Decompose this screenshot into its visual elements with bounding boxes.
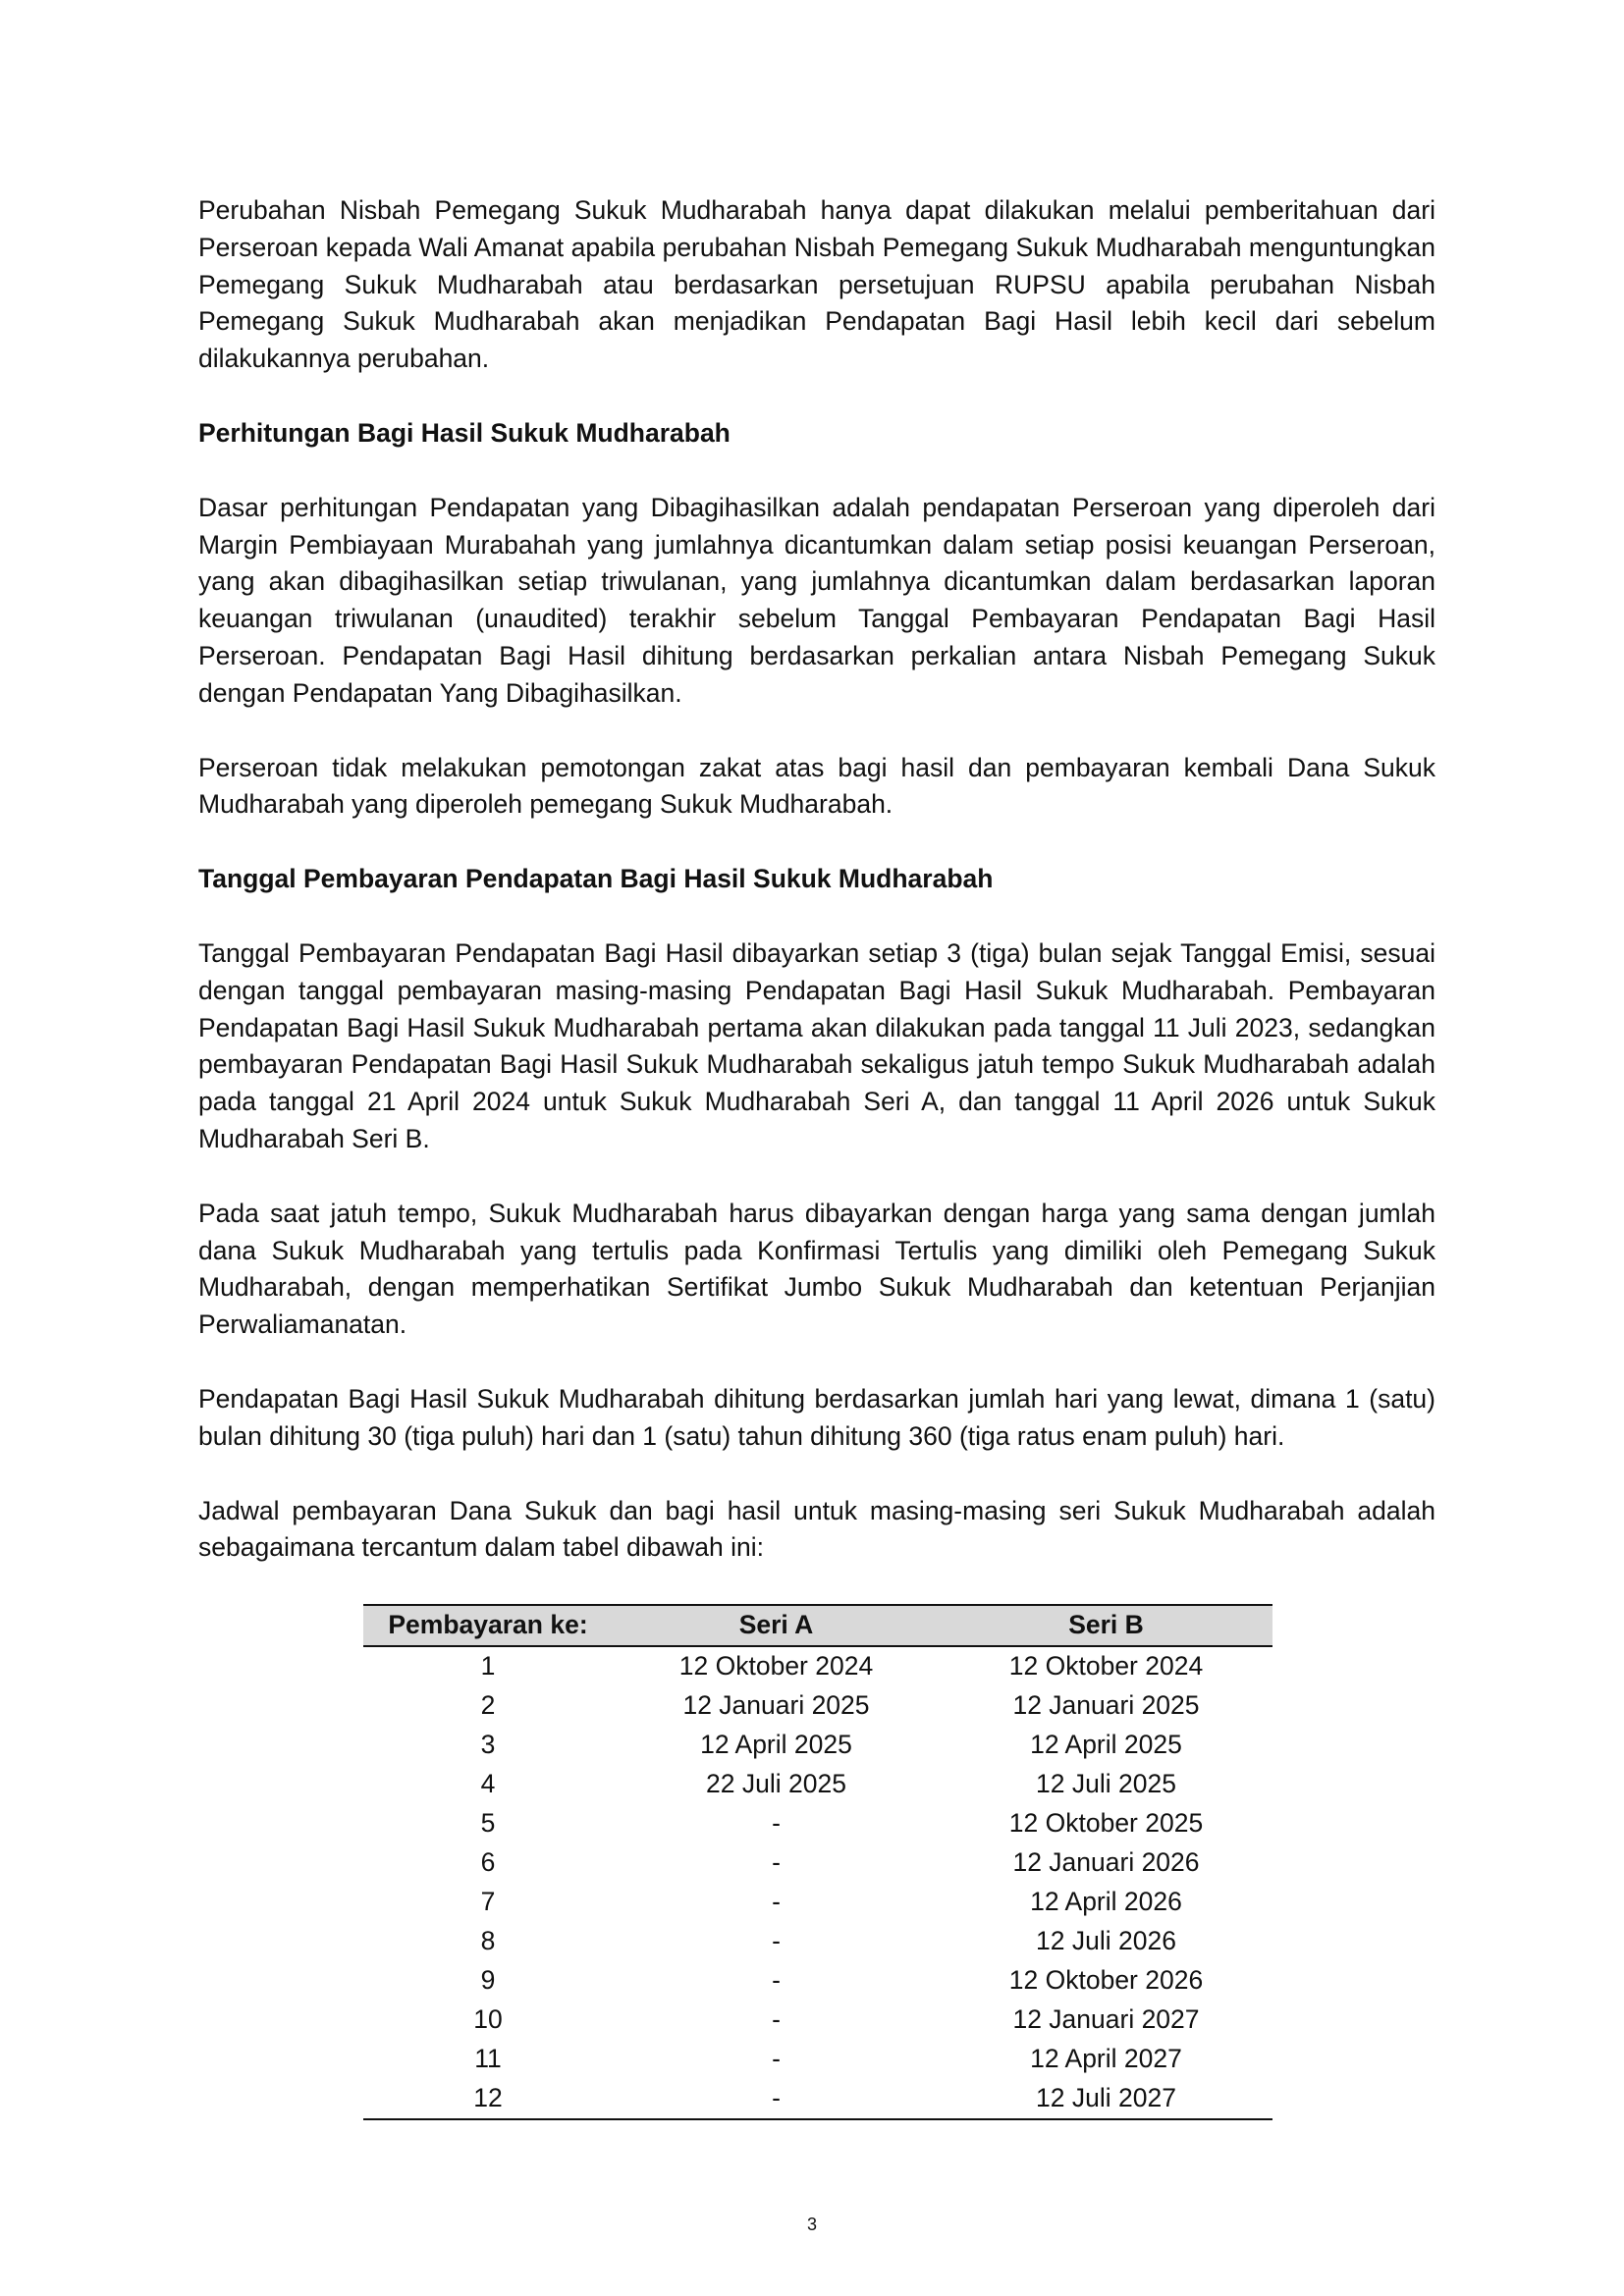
cell-pembayaran-ke: 6: [480, 1847, 496, 1878]
cell-pembayaran-ke: 1: [480, 1651, 496, 1682]
cell-seri-a: -: [772, 1926, 781, 1956]
paragraph-hari-dihitung: Pendapatan Bagi Hasil Sukuk Mudharabah dihitung berdasarkan jumlah hari yang lewat, dimana 1 (satu) bulan dihitung 30 (tiga puluh) hari dan 1 (satu) tahun dihitung 360 (tiga ratus enam puluh) hari.: [198, 1383, 1435, 1451]
cell-seri-b: 12 Oktober 2026: [1008, 1965, 1204, 1996]
cell-seri-b: 12 April 2027: [1030, 2044, 1182, 2074]
cell-pembayaran-ke: 9: [480, 1965, 496, 1996]
cell-pembayaran-ke: 3: [480, 1730, 496, 1760]
cell-pembayaran-ke: 8: [480, 1926, 496, 1956]
cell-seri-b: 12 Juli 2026: [1036, 1926, 1176, 1956]
heading-tanggal-pembayaran: Tanggal Pembayaran Pendapatan Bagi Hasil Sukuk Mudharabah: [198, 864, 994, 894]
cell-seri-b: 12 Januari 2026: [1012, 1847, 1200, 1878]
cell-seri-a: 12 Oktober 2024: [678, 1651, 874, 1682]
paragraph-tanggal-pembayaran: Tanggal Pembayaran Pendapatan Bagi Hasil dibayarkan setiap 3 (tiga) bulan sejak Tanggal Emisi, sesuai dengan tanggal pembayaran masing-masing Pendapatan Bagi Hasil Sukuk Mudharabah. Pembayaran Pendapatan Bagi Hasil Sukuk Mudharabah pertama akan dilakukan pada tanggal 11 Juli 2023, sedangkan pembayaran Pendapatan Bagi Hasil Sukuk Mudharabah sekaligus jatuh tempo Sukuk Mudharabah adalah pada tanggal 21 April 2024 untuk Sukuk Mudharabah Seri A, dan tanggal 11 April 2026 untuk Sukuk Mudharabah Seri B.: [198, 937, 1435, 1153]
header-seri-b: Seri B: [940, 1605, 1272, 1646]
table-row: [363, 1883, 1272, 1922]
table-row: [363, 1726, 1272, 1765]
cell-seri-a: -: [772, 1808, 781, 1839]
cell-seri-b: 12 April 2026: [1030, 1887, 1182, 1917]
cell-seri-a: -: [772, 2004, 781, 2035]
cell-seri-a: -: [772, 1965, 781, 1996]
cell-seri-b: 12 Oktober 2025: [1008, 1808, 1204, 1839]
payment-schedule-table-wrap: [363, 1604, 1272, 2120]
cell-seri-a: 12 April 2025: [700, 1730, 852, 1760]
cell-pembayaran-ke: 12: [363, 2079, 613, 2119]
cell-seri-a: -: [772, 2044, 781, 2074]
table-row: [363, 1804, 1272, 1843]
cell-pembayaran-ke: 5: [480, 1808, 496, 1839]
cell-seri-a: -: [772, 1887, 781, 1917]
cell-pembayaran-ke: 11: [474, 2044, 502, 2074]
cell-seri-b: 12 April 2025: [1030, 1730, 1182, 1760]
page-number: 3: [806, 2215, 817, 2234]
cell-seri-a: 22 Juli 2025: [706, 1769, 846, 1799]
table-row: [363, 2079, 1272, 2119]
cell-seri-a: -: [613, 2079, 940, 2119]
table-row: [363, 1646, 1272, 1686]
table-header-row: [363, 1605, 1272, 1646]
paragraph-nisbah-change: Perubahan Nisbah Pemegang Sukuk Mudharabah hanya dapat dilakukan melalui pemberitahuan dari Perseroan kepada Wali Amanat apabila perubahan Nisbah Pemegang Sukuk Mudharabah menguntungkan Pemegang Sukuk Mudharabah atau berdasarkan persetujuan RUPSU apabila perubahan Nisbah Pemegang Sukuk Mudharabah akan menjadikan Pendapatan Bagi Hasil lebih kecil dari sebelum dilakukannya perubahan.: [198, 195, 1435, 374]
cell-pembayaran-ke: 2: [480, 1690, 496, 1721]
cell-seri-a: 12 Januari 2025: [682, 1690, 870, 1721]
paragraph-zakat: Perseroan tidak melakukan pemotongan zakat atas bagi hasil dan pembayaran kembali Dana Sukuk Mudharabah yang diperoleh pemegang Sukuk Mudharabah.: [198, 752, 1435, 820]
cell-seri-b: 12 Januari 2027: [1012, 2004, 1200, 2035]
table-row: [363, 1961, 1272, 2001]
table-row: [363, 2001, 1272, 2040]
cell-pembayaran-ke: 10: [473, 2004, 503, 2035]
table-row: [363, 2040, 1272, 2079]
cell-pembayaran-ke: 4: [480, 1769, 496, 1799]
paragraph-dasar-perhitungan: Dasar perhitungan Pendapatan yang Dibagihasilkan adalah pendapatan Perseroan yang diperoleh dari Margin Pembiayaan Murabahah yang jumlahnya dicantumkan dalam setiap posisi keuangan Perseroan, yang akan dibagihasilkan setiap triwulanan, yang jumlahnya dicantumkan dalam berdasarkan laporan keuangan triwulanan (unaudited) terakhir sebelum Tanggal Pembayaran Pendapatan Bagi Hasil Perseroan. Pendapatan Bagi Hasil dihitung berdasarkan perkalian antara Nisbah Pemegang Sukuk dengan Pendapatan Yang Dibagihasilkan.: [198, 492, 1435, 708]
paragraph-jatuh-tempo: Pada saat jatuh tempo, Sukuk Mudharabah harus dibayarkan dengan harga yang sama dengan jumlah dana Sukuk Mudharabah yang tertulis pada Konfirmasi Tertulis yang dimiliki oleh Pemegang Sukuk Mudharabah, dengan memperhatikan Sertifikat Jumbo Sukuk Mudharabah dan ketentuan Perjanjian Perwaliamanatan.: [198, 1198, 1435, 1340]
paragraph-jadwal-intro: Jadwal pembayaran Dana Sukuk dan bagi hasil untuk masing-masing seri Sukuk Mudharabah adalah sebagaimana tercantum dalam tabel dibawah ini:: [198, 1495, 1435, 1563]
table-row: [363, 1843, 1272, 1883]
cell-seri-b: 12 Juli 2025: [1036, 1769, 1176, 1799]
table-row: [363, 1686, 1272, 1726]
table-row: [363, 1765, 1272, 1804]
payment-schedule-table: [363, 1604, 1272, 2120]
cell-seri-b: 12 Januari 2025: [1012, 1690, 1200, 1721]
cell-seri-b: 12 Oktober 2024: [1008, 1651, 1204, 1682]
heading-perhitungan: Perhitungan Bagi Hasil Sukuk Mudharabah: [198, 417, 731, 448]
cell-seri-b: 12 Juli 2027: [940, 2079, 1272, 2119]
document-page: [198, 192, 1435, 2120]
table-row: [363, 1922, 1272, 1961]
cell-pembayaran-ke: 7: [480, 1887, 496, 1917]
cell-seri-a: -: [772, 1847, 781, 1878]
header-seri-a: Seri A: [613, 1605, 940, 1646]
header-pembayaran-ke: Pembayaran ke:: [363, 1605, 613, 1646]
